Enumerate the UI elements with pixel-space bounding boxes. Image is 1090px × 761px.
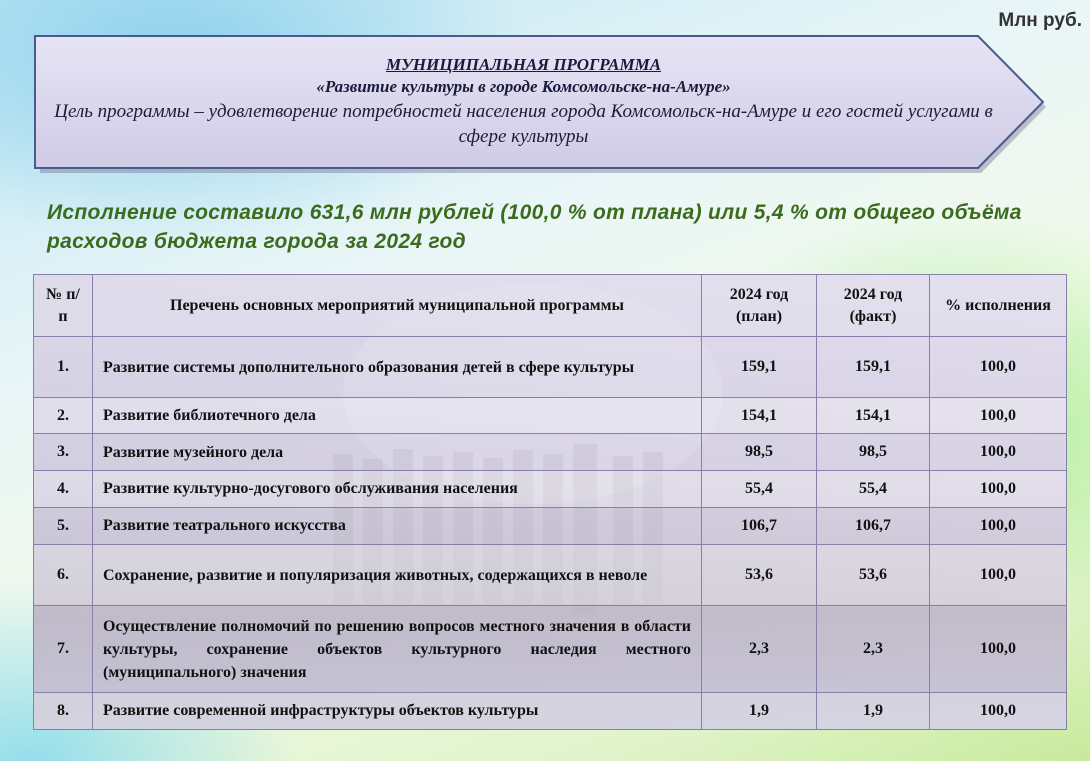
table-header-row xyxy=(34,275,1067,337)
currency-unit-label: Млн руб. xyxy=(998,10,1082,31)
measure-name: Развитие культурно-досугового обслуживания населения xyxy=(93,470,702,507)
fact-value: 1,9 xyxy=(817,692,930,729)
percent-value: 100,0 xyxy=(930,545,1067,606)
percent-value: 100,0 xyxy=(930,337,1067,398)
table-row xyxy=(34,398,1067,434)
measures-table xyxy=(33,274,1067,730)
fact-value: 98,5 xyxy=(817,434,930,470)
program-goal: Цель программы – удовлетворение потребностей населения города Комсомольск-на-Амуре и его гостей услугами в сфере культуры xyxy=(54,101,993,147)
row-number: 6. xyxy=(34,545,93,606)
row-number: 4. xyxy=(34,470,93,507)
percent-value: 100,0 xyxy=(930,434,1067,470)
table-row xyxy=(34,470,1067,507)
fact-value: 53,6 xyxy=(817,545,930,606)
header-measures: Перечень основных мероприятий муниципальной программы xyxy=(93,275,702,337)
percent-value: 100,0 xyxy=(930,507,1067,544)
fact-value: 55,4 xyxy=(817,470,930,507)
program-title: «Развитие культуры в городе Комсомольске-на-Амуре» xyxy=(316,77,731,96)
table-row xyxy=(34,434,1067,470)
fact-value: 159,1 xyxy=(817,337,930,398)
header-plan: 2024 год (план) xyxy=(702,275,817,337)
header-fact: 2024 год (факт) xyxy=(817,275,930,337)
row-number: 3. xyxy=(34,434,93,470)
table-row xyxy=(34,606,1067,692)
measure-name: Развитие современной инфраструктуры объектов культуры xyxy=(93,692,702,729)
plan-value: 1,9 xyxy=(702,692,817,729)
table-row xyxy=(34,337,1067,398)
table-row xyxy=(34,692,1067,729)
fact-value: 106,7 xyxy=(817,507,930,544)
plan-value: 106,7 xyxy=(702,507,817,544)
table-row xyxy=(34,545,1067,606)
fact-value: 2,3 xyxy=(817,606,930,692)
row-number: 7. xyxy=(34,606,93,692)
execution-summary: Исполнение составило 631,6 млн рублей (100,0 % от плана) или 5,4 % от общего объёма расходов бюджета города за 2024 год xyxy=(47,201,1022,253)
percent-value: 100,0 xyxy=(930,692,1067,729)
plan-value: 53,6 xyxy=(702,545,817,606)
measure-name: Развитие музейного дела xyxy=(93,434,702,470)
plan-value: 98,5 xyxy=(702,434,817,470)
program-banner xyxy=(33,34,1048,174)
percent-value: 100,0 xyxy=(930,606,1067,692)
fact-value: 154,1 xyxy=(817,398,930,434)
plan-value: 154,1 xyxy=(702,398,817,434)
plan-value: 159,1 xyxy=(702,337,817,398)
program-heading: МУНИЦИПАЛЬНАЯ ПРОГРАММА xyxy=(385,55,662,74)
percent-value: 100,0 xyxy=(930,398,1067,434)
row-number: 8. xyxy=(34,692,93,729)
header-percent: % исполнения xyxy=(930,275,1067,337)
header-number: № п/п xyxy=(34,275,93,337)
measures-table-container xyxy=(33,274,1066,730)
table-row xyxy=(34,507,1067,544)
plan-value: 55,4 xyxy=(702,470,817,507)
measure-name: Развитие театрального искусства xyxy=(93,507,702,544)
measure-name: Развитие системы дополнительного образования детей в сфере культуры xyxy=(93,337,702,398)
row-number: 2. xyxy=(34,398,93,434)
row-number: 5. xyxy=(34,507,93,544)
measure-name: Осуществление полномочий по решению вопросов местного значения в области культуры, сохранение объектов культурного наследия местного (муниципального) значения xyxy=(93,606,702,692)
measure-name: Сохранение, развитие и популяризация животных, содержащихся в неволе xyxy=(93,545,702,606)
row-number: 1. xyxy=(34,337,93,398)
measure-name: Развитие библиотечного дела xyxy=(93,398,702,434)
plan-value: 2,3 xyxy=(702,606,817,692)
percent-value: 100,0 xyxy=(930,470,1067,507)
